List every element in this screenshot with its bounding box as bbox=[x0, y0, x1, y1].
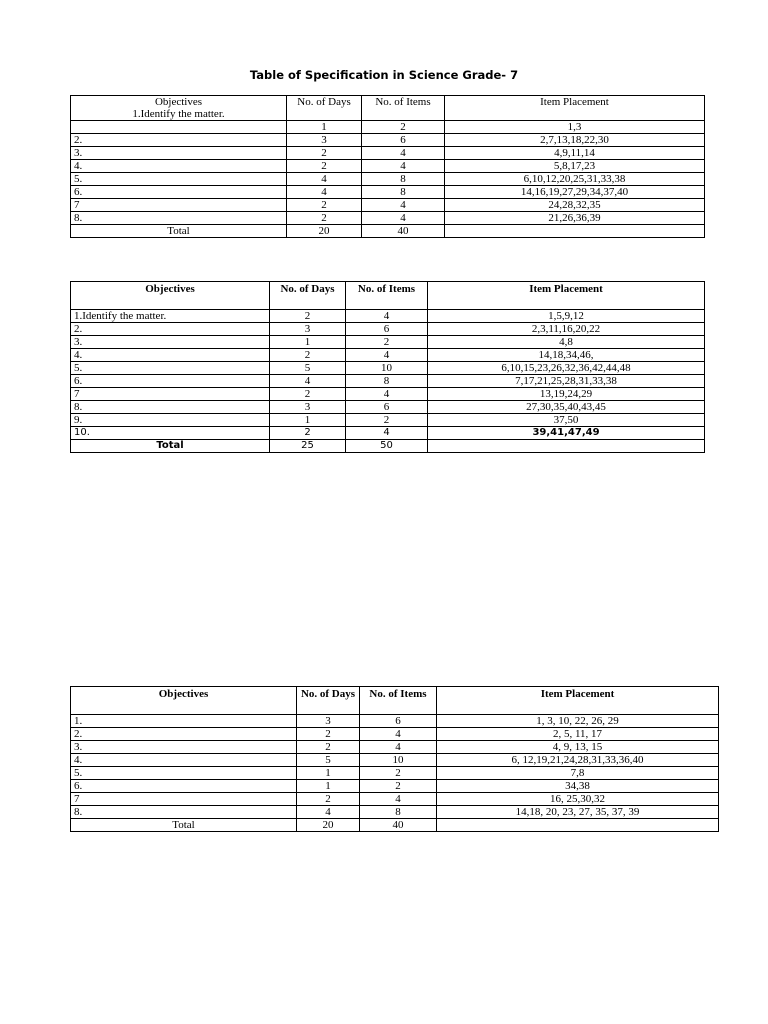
table-row bbox=[71, 414, 705, 427]
objective-cell: 2. bbox=[71, 134, 287, 147]
days-cell: 2 bbox=[287, 147, 362, 160]
table-row bbox=[71, 134, 705, 147]
objective-cell: 5. bbox=[71, 767, 297, 780]
objective-cell: 3. bbox=[71, 147, 287, 160]
items-cell: 4 bbox=[362, 147, 445, 160]
objective-cell: 5. bbox=[71, 173, 287, 186]
table-row bbox=[71, 212, 705, 225]
objective-cell: 6. bbox=[71, 375, 270, 388]
placement-cell: 2, 5, 11, 17 bbox=[437, 728, 719, 741]
placement-cell: 21,26,36,39 bbox=[445, 212, 705, 225]
header-objectives-label: Objectives bbox=[154, 96, 203, 108]
placement-cell: 7,8 bbox=[437, 767, 719, 780]
objective-cell: 8. bbox=[71, 806, 297, 819]
days-cell: 1 bbox=[297, 780, 360, 793]
placement-cell: 37,50 bbox=[428, 414, 705, 427]
table-row bbox=[71, 780, 719, 793]
days-cell: 1 bbox=[297, 767, 360, 780]
header-items: No. of Items bbox=[362, 96, 445, 121]
items-cell: 4 bbox=[360, 741, 437, 754]
items-cell: 6 bbox=[346, 401, 428, 414]
placement-cell: 6,10,12,20,25,31,33,38 bbox=[445, 173, 705, 186]
days-cell: 1 bbox=[270, 336, 346, 349]
total-label: Total bbox=[71, 440, 270, 453]
table-row bbox=[71, 199, 705, 212]
total-label: Total bbox=[71, 819, 297, 832]
total-label: Total bbox=[71, 225, 287, 238]
placement-cell: 6,10,15,23,26,32,36,42,44,48 bbox=[428, 362, 705, 375]
days-cell: 2 bbox=[270, 388, 346, 401]
objective-cell: 4. bbox=[71, 160, 287, 173]
total-days: 20 bbox=[287, 225, 362, 238]
placement-cell: 16, 25,30,32 bbox=[437, 793, 719, 806]
days-cell: 2 bbox=[270, 349, 346, 362]
placement-cell: 1,5,9,12 bbox=[428, 310, 705, 323]
items-cell: 4 bbox=[360, 728, 437, 741]
table-row bbox=[71, 401, 705, 414]
table-row bbox=[71, 323, 705, 336]
objective-cell: 1.Identify the matter. bbox=[71, 310, 270, 323]
items-cell: 4 bbox=[346, 310, 428, 323]
table-header-row bbox=[71, 96, 705, 121]
table-row bbox=[71, 310, 705, 323]
days-cell: 3 bbox=[270, 401, 346, 414]
total-placement bbox=[445, 225, 705, 238]
items-cell: 2 bbox=[362, 121, 445, 134]
total-row bbox=[71, 819, 719, 832]
table-row bbox=[71, 388, 705, 401]
days-cell: 2 bbox=[287, 160, 362, 173]
objective-cell: 9. bbox=[71, 414, 270, 427]
document-title: Table of Specification in Science Grade- 7 bbox=[249, 68, 519, 82]
days-cell: 2 bbox=[270, 310, 346, 323]
objective-cell: 10. bbox=[71, 427, 270, 440]
specification-table-1 bbox=[70, 95, 705, 238]
days-cell: 2 bbox=[297, 793, 360, 806]
placement-cell: 5,8,17,23 bbox=[445, 160, 705, 173]
items-cell: 4 bbox=[362, 160, 445, 173]
items-cell: 10 bbox=[346, 362, 428, 375]
total-items: 40 bbox=[360, 819, 437, 832]
total-days: 20 bbox=[297, 819, 360, 832]
items-cell: 8 bbox=[346, 375, 428, 388]
placement-cell: 1,3 bbox=[445, 121, 705, 134]
specification-table-3 bbox=[70, 686, 719, 832]
table-row bbox=[71, 186, 705, 199]
objective-cell bbox=[71, 121, 287, 134]
placement-cell: 1, 3, 10, 22, 26, 29 bbox=[437, 715, 719, 728]
table-row bbox=[71, 147, 705, 160]
items-cell: 4 bbox=[362, 212, 445, 225]
days-cell: 2 bbox=[297, 741, 360, 754]
objective-cell: 7 bbox=[71, 793, 297, 806]
days-cell: 4 bbox=[287, 186, 362, 199]
days-cell: 2 bbox=[270, 427, 346, 440]
objective-cell: 7 bbox=[71, 199, 287, 212]
table-header-row bbox=[71, 687, 719, 715]
items-cell: 10 bbox=[360, 754, 437, 767]
days-cell: 4 bbox=[287, 173, 362, 186]
table-row bbox=[71, 336, 705, 349]
total-placement bbox=[437, 819, 719, 832]
placement-cell: 4,8 bbox=[428, 336, 705, 349]
header-days: No. of Days bbox=[297, 687, 360, 715]
items-cell: 6 bbox=[360, 715, 437, 728]
objective-cell: 8. bbox=[71, 401, 270, 414]
table-row bbox=[71, 715, 719, 728]
placement-cell: 39,41,47,49 bbox=[428, 427, 705, 440]
days-cell: 4 bbox=[270, 375, 346, 388]
header-placement: Item Placement bbox=[437, 687, 719, 715]
header-items: No. of Items bbox=[360, 687, 437, 715]
first-objective-text: 1.Identify the matter. bbox=[132, 108, 225, 120]
days-cell: 2 bbox=[287, 212, 362, 225]
placement-cell: 14,18,34,46, bbox=[428, 349, 705, 362]
items-cell: 6 bbox=[362, 134, 445, 147]
total-row bbox=[71, 225, 705, 238]
objective-cell: 6. bbox=[71, 780, 297, 793]
objective-cell: 1. bbox=[71, 715, 297, 728]
header-placement: Item Placement bbox=[428, 282, 705, 310]
total-items: 50 bbox=[346, 440, 428, 453]
days-cell: 3 bbox=[297, 715, 360, 728]
objective-cell: 3. bbox=[71, 336, 270, 349]
total-placement bbox=[428, 440, 705, 453]
placement-cell: 13,19,24,29 bbox=[428, 388, 705, 401]
objective-cell: 4. bbox=[71, 754, 297, 767]
specification-table-2 bbox=[70, 281, 705, 453]
days-cell: 4 bbox=[297, 806, 360, 819]
items-cell: 4 bbox=[346, 349, 428, 362]
table-row bbox=[71, 349, 705, 362]
objective-cell: 2. bbox=[71, 728, 297, 741]
objective-cell: 8. bbox=[71, 212, 287, 225]
placement-cell: 4,9,11,14 bbox=[445, 147, 705, 160]
header-objectives: Objectives bbox=[71, 687, 297, 715]
days-cell: 2 bbox=[287, 199, 362, 212]
placement-cell: 14,16,19,27,29,34,37,40 bbox=[445, 186, 705, 199]
placement-cell: 2,3,11,16,20,22 bbox=[428, 323, 705, 336]
table-row bbox=[71, 793, 719, 806]
total-items: 40 bbox=[362, 225, 445, 238]
table-row bbox=[71, 767, 719, 780]
items-cell: 4 bbox=[346, 388, 428, 401]
objective-cell: 3. bbox=[71, 741, 297, 754]
objective-cell: 2. bbox=[71, 323, 270, 336]
objective-cell: 7 bbox=[71, 388, 270, 401]
total-row bbox=[71, 440, 705, 453]
items-cell: 8 bbox=[362, 173, 445, 186]
items-cell: 2 bbox=[360, 767, 437, 780]
days-cell: 5 bbox=[297, 754, 360, 767]
items-cell: 2 bbox=[346, 336, 428, 349]
table-row bbox=[71, 375, 705, 388]
header-objectives: Objectives bbox=[71, 282, 270, 310]
header-days: No. of Days bbox=[270, 282, 346, 310]
placement-cell: 27,30,35,40,43,45 bbox=[428, 401, 705, 414]
table-row bbox=[71, 728, 719, 741]
items-cell: 8 bbox=[360, 806, 437, 819]
placement-cell: 34,38 bbox=[437, 780, 719, 793]
table-row bbox=[71, 754, 719, 767]
table-row bbox=[71, 173, 705, 186]
header-items: No. of Items bbox=[346, 282, 428, 310]
objective-cell: 4. bbox=[71, 349, 270, 362]
placement-cell: 2,7,13,18,22,30 bbox=[445, 134, 705, 147]
table-header-row bbox=[71, 282, 705, 310]
table-row bbox=[71, 741, 719, 754]
items-cell: 8 bbox=[362, 186, 445, 199]
header-days: No. of Days bbox=[287, 96, 362, 121]
days-cell: 5 bbox=[270, 362, 346, 375]
items-cell: 4 bbox=[346, 427, 428, 440]
items-cell: 2 bbox=[346, 414, 428, 427]
placement-cell: 6, 12,19,21,24,28,31,33,36,40 bbox=[437, 754, 719, 767]
days-cell: 2 bbox=[297, 728, 360, 741]
items-cell: 4 bbox=[360, 793, 437, 806]
objective-cell: 6. bbox=[71, 186, 287, 199]
items-cell: 4 bbox=[362, 199, 445, 212]
header-objectives bbox=[71, 96, 287, 121]
placement-cell: 7,17,21,25,28,31,33,38 bbox=[428, 375, 705, 388]
placement-cell: 4, 9, 13, 15 bbox=[437, 741, 719, 754]
days-cell: 3 bbox=[287, 134, 362, 147]
header-placement: Item Placement bbox=[445, 96, 705, 121]
days-cell: 1 bbox=[287, 121, 362, 134]
days-cell: 3 bbox=[270, 323, 346, 336]
items-cell: 6 bbox=[346, 323, 428, 336]
days-cell: 1 bbox=[270, 414, 346, 427]
placement-cell: 14,18, 20, 23, 27, 35, 37, 39 bbox=[437, 806, 719, 819]
table-row bbox=[71, 806, 719, 819]
table-row bbox=[71, 121, 705, 134]
table-row bbox=[71, 362, 705, 375]
table-row bbox=[71, 160, 705, 173]
total-days: 25 bbox=[270, 440, 346, 453]
placement-cell: 24,28,32,35 bbox=[445, 199, 705, 212]
table-row bbox=[71, 427, 705, 440]
objective-cell: 5. bbox=[71, 362, 270, 375]
items-cell: 2 bbox=[360, 780, 437, 793]
